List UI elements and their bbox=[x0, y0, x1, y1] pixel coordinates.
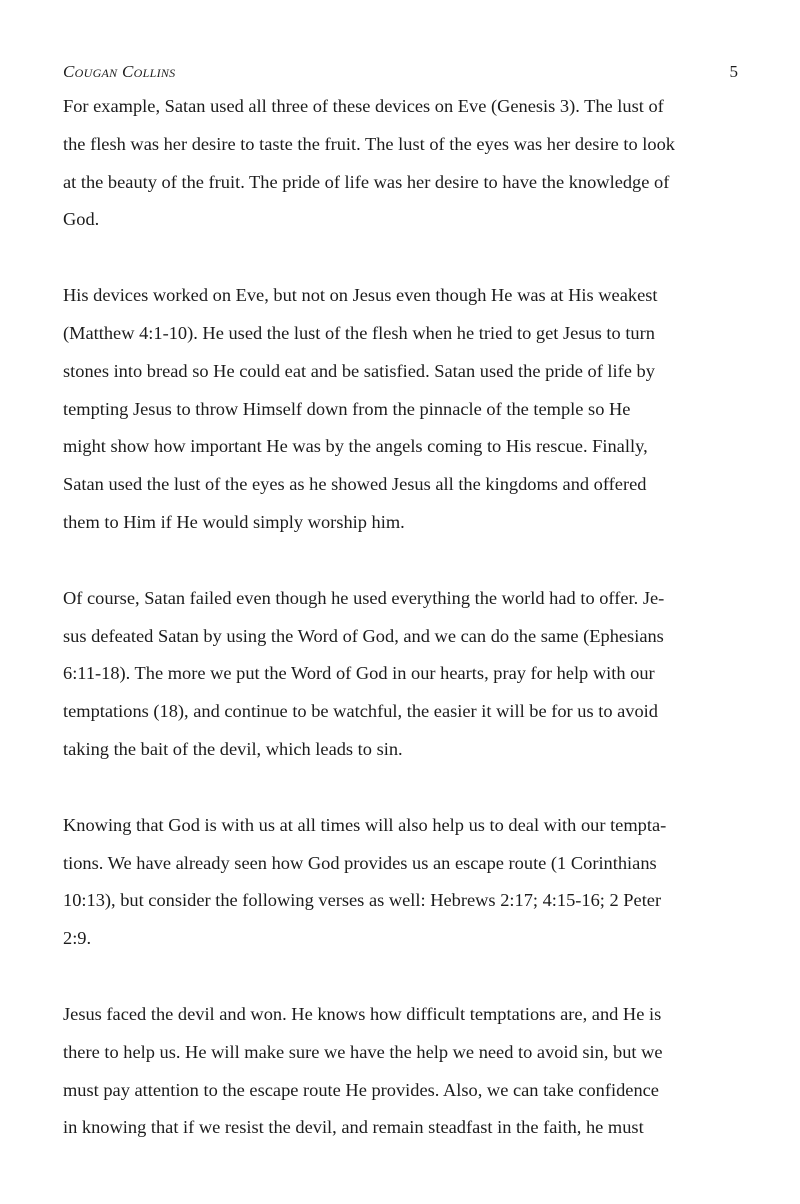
text-line: His devices worked on Eve, but not on Jesus even though He was at His weakest bbox=[63, 285, 658, 306]
page-number: 5 bbox=[729, 62, 738, 81]
body-text bbox=[63, 88, 741, 1185]
text-line: 2:9. bbox=[63, 928, 92, 949]
text-line: in knowing that if we resist the devil, and remain steadfast in the faith, he must bbox=[63, 1117, 644, 1138]
text-line: stones into bread so He could eat and be satisfied. Satan used the pride of life by bbox=[63, 360, 655, 381]
text-line: the flesh was her desire to taste the fruit. The lust of the eyes was her desire to look bbox=[63, 133, 675, 154]
text-line: For example, Satan used all three of these devices on Eve (Genesis 3). The lust of bbox=[63, 96, 664, 116]
text-line: Of course, Satan failed even though he used everything the world had to offer. Je- bbox=[63, 587, 665, 608]
paragraph-2 bbox=[63, 277, 741, 542]
text-line: at the beauty of the fruit. The pride of life was her desire to have the knowledge of bbox=[63, 171, 670, 192]
text-line: 10:13), but consider the following verses as well: Hebrews 2:17; 4:15-16; 2 Peter bbox=[63, 890, 662, 911]
text-line: tempting Jesus to throw Himself down from the pinnacle of the temple so He bbox=[63, 398, 631, 419]
text-line: sus defeated Satan by using the Word of God, and we can do the same (Ephesians bbox=[63, 625, 664, 646]
paragraph-4 bbox=[63, 807, 741, 958]
text-line: 6:11-18). The more we put the Word of God in our hearts, pray for help with our bbox=[63, 663, 655, 684]
paragraph-3 bbox=[63, 580, 741, 769]
text-line: tions. We have already seen how God provides us an escape route (1 Corinthians bbox=[63, 852, 657, 873]
text-line: them to Him if He would simply worship him. bbox=[63, 511, 405, 532]
text-line: Satan used the lust of the eyes as he showed Jesus all the kingdoms and offered bbox=[63, 474, 647, 495]
text-line: might show how important He was by the angels coming to His rescue. Finally, bbox=[63, 436, 648, 457]
running-header bbox=[63, 62, 738, 84]
text-line: Knowing that God is with us at all times will also help us to deal with our tempta- bbox=[63, 814, 667, 835]
text-line: must pay attention to the escape route He provides. Also, we can take confidence bbox=[63, 1079, 659, 1100]
author-name: Cougan Collins bbox=[63, 62, 176, 81]
text-line: temptations (18), and continue to be watchful, the easier it will be for us to avoid bbox=[63, 701, 658, 722]
text-line: there to help us. He will make sure we have the help we need to avoid sin, but we bbox=[63, 1041, 663, 1062]
paragraph-5 bbox=[63, 996, 741, 1147]
text-line: Jesus faced the devil and won. He knows how difficult temptations are, and He is bbox=[63, 1003, 662, 1024]
text-line: (Matthew 4:1-10). He used the lust of the flesh when he tried to get Jesus to turn bbox=[63, 322, 655, 343]
paragraph-1 bbox=[63, 88, 741, 239]
text-line: God. bbox=[63, 209, 100, 230]
text-line: taking the bait of the devil, which leads to sin. bbox=[63, 738, 403, 759]
